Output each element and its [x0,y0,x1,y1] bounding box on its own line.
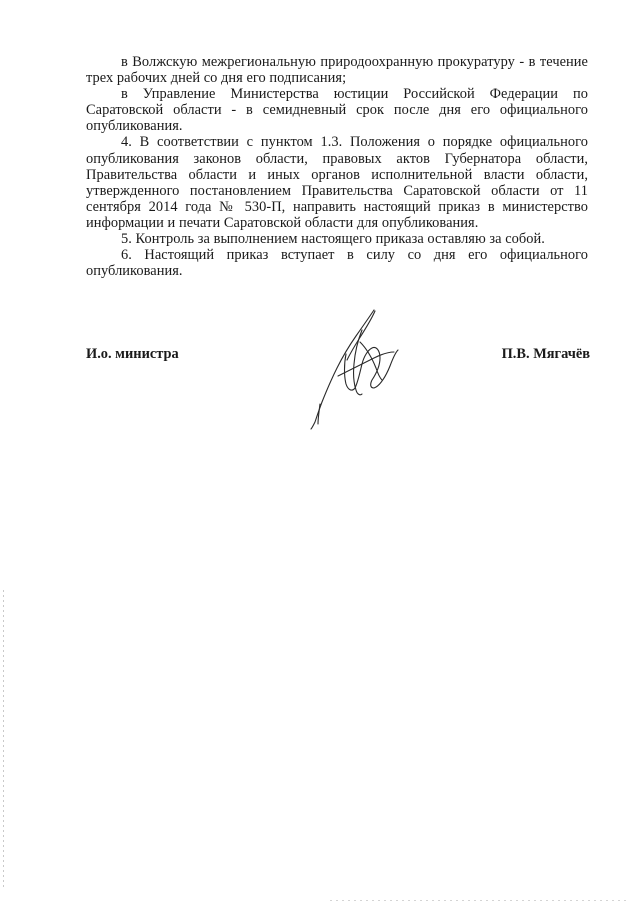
signatory-name: П.В. Мягачёв [501,346,590,362]
paragraph-prosecutor-notice: в Волжскую межрегиональную природоохранную прокуратуру - в течение трех рабочих дней со дня его подписания; [86,54,588,87]
paragraph-item-6-effective: 6. Настоящий приказ вступает в силу со дня его официального опубликования. [86,247,588,280]
paragraph-item-5-control: 5. Контроль за выполнением настоящего приказа оставляю за собой. [121,231,545,248]
document-body [86,54,588,279]
handwritten-signature [300,306,410,430]
paragraph-justice-ministry-notice: в Управление Министерства юстиции Российской Федерации по Саратовской области - в семидневный срок после дня его официального опубликования. [86,86,588,135]
scan-bottom-artifact [330,900,630,901]
scan-edge-artifact [3,590,4,890]
signatory-position: И.о. министра [86,346,179,362]
paragraph-item-4-publication: 4. В соответствии с пунктом 1.3. Положения о порядке официального опубликования законов области, правовых актов Губернатора области, Правительства области и иных органов исполнительной власти области, утвержденного постановлением Правительства Саратовской области от 11 сентября 2014 года № 530-П, направить настоящий приказ в министерство информации и печати Саратовской области для опубликования. [86,134,588,231]
